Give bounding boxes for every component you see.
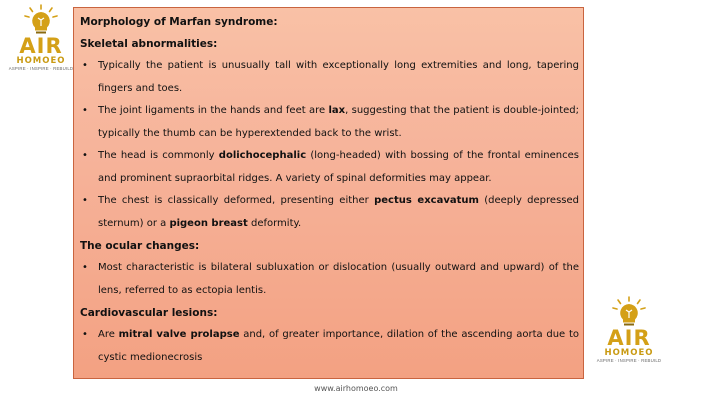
text-run: , suggesting that the patient is double-jointed; typically the thumb can be hyperextended back to the wrist. <box>98 105 580 139</box>
text-run: (deeply depressed sternum) or a <box>98 195 579 229</box>
brand-sub: HOMOEO <box>604 348 654 358</box>
content-panel <box>73 7 584 379</box>
bullet-list <box>80 324 579 369</box>
text-run: deformity. <box>247 217 302 229</box>
section-heading: The ocular changes: <box>80 240 200 252</box>
brand-name: AIR <box>19 34 63 58</box>
brand-tagline: ASPIRE · INSPIRE · REBUILD <box>596 358 662 363</box>
bullet-item <box>80 55 579 100</box>
bullet-item <box>80 145 579 190</box>
bold-term: mitral valve prolapse <box>118 329 240 340</box>
brand-logo-bottom <box>598 296 660 364</box>
text-run: Are <box>98 329 119 340</box>
bullet-list <box>80 55 579 235</box>
slide-title: Morphology of Marfan syndrome: <box>80 16 278 28</box>
bullet-item <box>80 190 579 235</box>
bullet-item <box>80 257 579 302</box>
text-run: and, of greater importance, dilation of the ascending aorta due to cystic medionecrosis <box>98 329 579 363</box>
text-run: The chest is classically deformed, presenting either <box>98 195 375 206</box>
brand-sub: HOMOEO <box>16 56 66 66</box>
text-run: The head is commonly <box>98 150 219 161</box>
bullet-item <box>80 100 579 145</box>
section-heading: Cardiovascular lesions: <box>80 307 218 319</box>
text-run: The joint ligaments in the hands and feet are <box>98 105 329 116</box>
footer-url: www.airhomoeo.com <box>314 384 398 393</box>
brand-logo-top <box>10 4 72 72</box>
bullet-list <box>80 257 579 302</box>
bold-term: pectus excavatum <box>374 195 479 206</box>
bold-term: dolichocephalic <box>218 150 307 161</box>
bullet-item <box>80 324 579 369</box>
text-run: (long-headed) with bossing of the frontal eminences and prominent supraorbital ridges. A variety of spinal deformities may appear. <box>98 150 579 184</box>
text-run: Most characteristic is bilateral subluxation or dislocation (usually outward and upward) of the lens, referred to as ectopia lentis. <box>98 262 579 296</box>
brand-name: AIR <box>607 326 651 350</box>
brand-tagline: ASPIRE · INSPIRE · REBUILD <box>8 66 74 71</box>
section-heading: Skeletal abnormalities: <box>80 38 218 50</box>
lightbulb-icon <box>609 296 649 328</box>
bold-term: lax <box>328 105 346 116</box>
text-run: Typically the patient is unusually tall with exceptionally long extremities and long, tapering fingers and toes. <box>98 60 579 94</box>
bold-term: pigeon breast <box>169 217 248 229</box>
lightbulb-icon <box>21 4 61 36</box>
